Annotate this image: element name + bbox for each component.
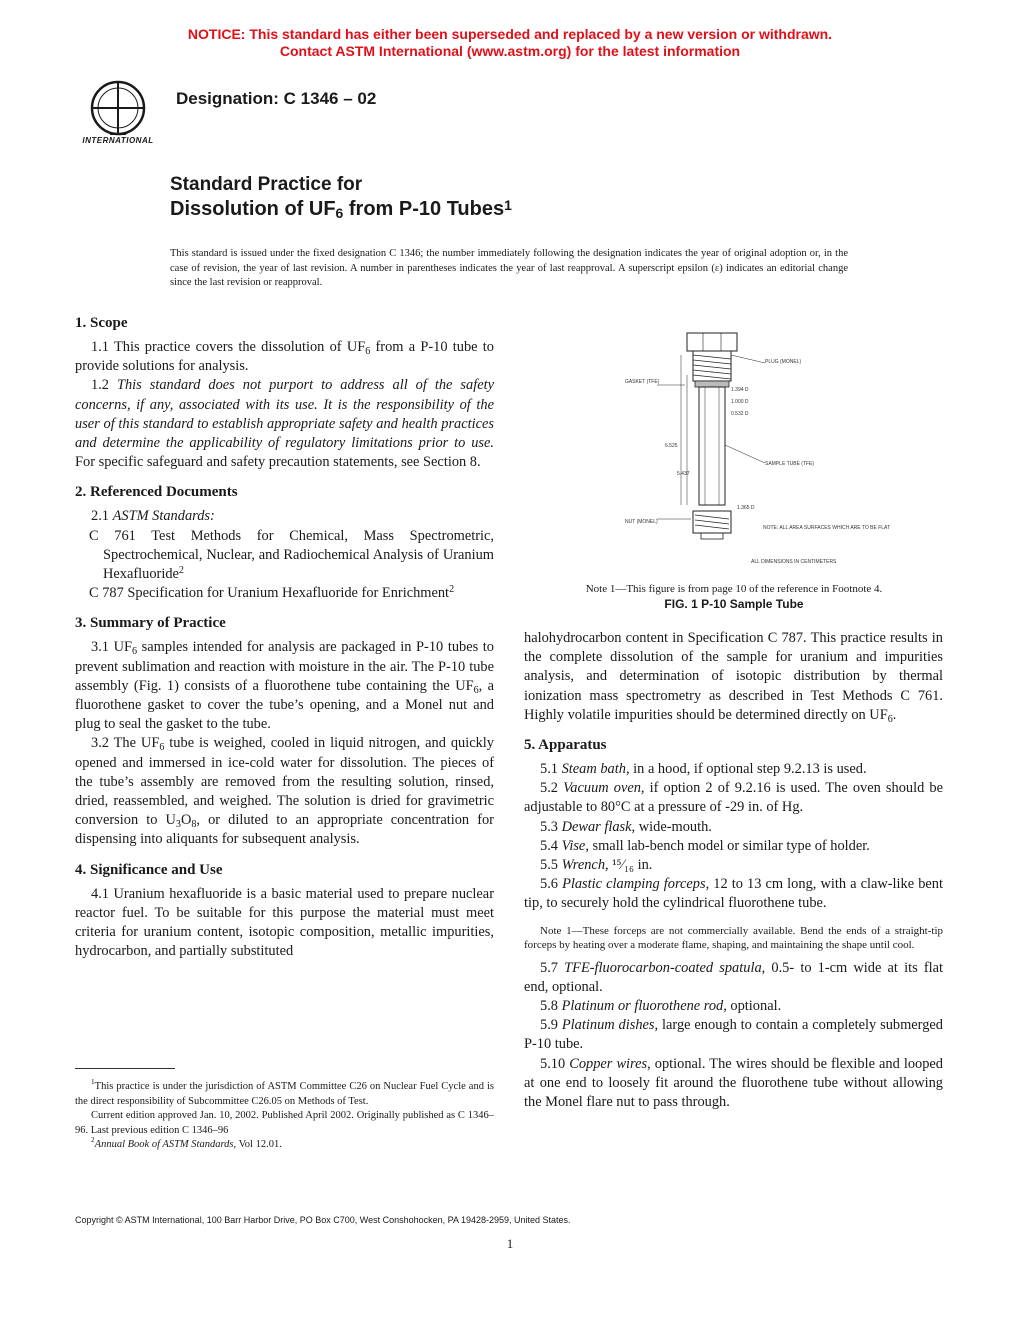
para-3-1: 3.1 $UF_6$ samples intended for analysis are packaged in P-10 tubes to prevent sublimation and reaction with moisture in the air. The P-10 tube assembly (Fig. 1) consists of a fluorothene tube containing the $UF_6$, a fluorothene gasket to cover the tube’s opening, and a Monel nut and plug to seal the gasket to the tube. bbox=[75, 639, 494, 733]
tube-diagram bbox=[615, 315, 891, 570]
note-forceps: Note 1—These forceps are not commercially available. Bend the ends of a straight-tip forceps by heating over a moderate flame, shaping, and maintaining the shape until cool. bbox=[524, 924, 943, 952]
para-1-2: 1.2 This standard does not purport to address all of the safety concerns, if any, associated with its use. It is the responsibility of the user of this standard to establish appropriate safety and health practices and determine the applicability of regulatory limitations prior to use. For specific safeguard and safety precaution statements, see Section 8. bbox=[75, 377, 494, 471]
preamble: This standard is issued under the fixed designation C 1346; the number immediately following the designation indicates the year of original adoption or, in the case of revision, the year of last revision. A number in parentheses indicates the year of last reapproval. A superscript epsilon (ε) indicates an editorial change since the last revision or reapproval. bbox=[170, 248, 848, 288]
para-4-1-cont: halohydrocarbon content in Specification C 787. This practice results in the complete dissolution of the sample for uranium and impurities analysis, and determination of isotopic distribution by thermal ionization mass spectrometry as described in Test Methods C 761. Highly volatile impurities should be determined directly on $UF_6$. bbox=[524, 630, 943, 725]
logo-subtitle: INTERNATIONAL bbox=[82, 136, 154, 145]
title-line-1: Standard Practice for bbox=[170, 174, 363, 195]
para-5-10: 5.10 Copper wires, optional. The wires should be flexible and looped at one end to loosely fit around the fluorothene tube without allowing the Monel flare nut to pass through. bbox=[524, 1055, 943, 1111]
para-5-2: 5.2 Vacuum oven, if option 2 of 9.2.16 is used. The oven should be adjustable to 80°C at a pressure of -29 in. of Hg. bbox=[524, 780, 943, 816]
figure-note: Note 1—This figure is from page 10 of the reference in Footnote 4. bbox=[585, 583, 883, 595]
para-5-5: 5.5 Wrench, ¹⁵⁄₁₆ in. bbox=[540, 857, 653, 874]
footnote-1b: Current edition approved Jan. 10, 2002. Published April 2002. Originally published as C 1346–96. Last previous edition C 1346–96 bbox=[75, 1110, 494, 1136]
section-2-heading: 2. Referenced Documents bbox=[75, 484, 238, 501]
title-line-2: Dissolution of $UF_6$ from P-10 Tubes$^1$ bbox=[170, 197, 512, 221]
notice-line-1: NOTICE: This standard has either been superseded and replaced by a new version or withdrawn. bbox=[187, 26, 833, 42]
footnote-rule bbox=[75, 1068, 175, 1069]
fig-label-dimensions: ALL DIMENSIONS IN CENTIMETERS bbox=[751, 559, 837, 565]
footnotes bbox=[75, 1077, 494, 1153]
notice-line-2: Contact ASTM International (www.astm.org) for the latest information bbox=[279, 43, 741, 59]
copyright: Copyright © ASTM International, 100 Barr Harbor Drive, PO Box C700, West Conshohocken, PA 19428-2959, United States. bbox=[75, 1215, 571, 1225]
para-5-8: 5.8 Platinum or fluorothene rod, optional. bbox=[540, 998, 782, 1015]
para-4-1: 4.1 Uranium hexafluoride is a basic material used to prepare nuclear reactor fuel. To be suitable for this purpose the material must meet criteria for uranium content, isotopic composition, metallic impurities, hydrocarbon, and partially substituted bbox=[75, 885, 494, 960]
para-5-9: 5.9 Platinum dishes, large enough to contain a completely submerged P-10 tube. bbox=[524, 1017, 943, 1053]
para-5-1: 5.1 Steam bath, in a hood, if optional step 9.2.13 is used. bbox=[540, 761, 867, 778]
page-number: 1 bbox=[506, 1236, 514, 1251]
fig-label-5437: 5.437 bbox=[677, 471, 690, 477]
para-2-1: 2.1 ASTM Standards: bbox=[91, 508, 215, 525]
section-3-heading: 3. Summary of Practice bbox=[75, 615, 226, 632]
fig-label-1365: 1.365 D bbox=[737, 505, 755, 511]
fig-label-sample-tube: SAMPLE TUBE (TFE) bbox=[765, 461, 815, 467]
footnote-2: $^2$Annual Book of ASTM Standards, Vol 12.01. bbox=[91, 1135, 282, 1150]
fig-label-0532: 0.532 D bbox=[731, 411, 749, 417]
fig-label-1000: 1.000 D bbox=[731, 399, 749, 405]
section-4-heading: 4. Significance and Use bbox=[75, 861, 223, 878]
right-column bbox=[524, 629, 943, 1112]
para-3-2: 3.2 The $UF_6$ tube is weighed, cooled in liquid nitrogen, and quickly opened and immersed in ice-cold water for dissolution. The pieces of the tube’s assembly are removed from the resulting solution, rinsed, dried, reassembled, and weighed. The solution is dried for gravimetric conversion to $U_3O_8$, or diluted to an appropriate concentration for dispensing into aliquants for subsequent analysis. bbox=[75, 735, 494, 848]
left-column bbox=[75, 315, 494, 961]
para-1-1: 1.1 This practice covers the dissolution of $UF_6$ from a P-10 tube to provide solutions for analysis. bbox=[75, 339, 494, 375]
fig-label-1394: 1.394 D bbox=[731, 387, 749, 393]
section-5-heading: 5. Apparatus bbox=[524, 737, 607, 754]
para-5-6: 5.6 Plastic clamping forceps, 12 to 13 cm long, with a claw-like bent tip, to securely hold the cylindrical fluorothene tube. bbox=[524, 876, 943, 912]
ref-c761: C 761 Test Methods for Chemical, Mass Spectrometric, Spectrochemical, Nuclear, and Radiochemical Analysis of Uranium Hexafluoride$^2$ bbox=[89, 527, 494, 583]
figure-p10-tube bbox=[615, 315, 891, 570]
para-5-7: 5.7 TFE-fluorocarbon-coated spatula, 0.5- to 1-cm wide at its flat end, optional. bbox=[524, 959, 943, 995]
figure-caption: FIG. 1 P-10 Sample Tube bbox=[664, 597, 804, 611]
para-5-4: 5.4 Vise, small lab-bench model or similar type of holder. bbox=[540, 837, 870, 854]
fig-label-gasket: GASKET (TFE) bbox=[625, 379, 660, 385]
fig-label-surfaces-note: NOTE: ALL AREA SURFACES WHICH ARE TO BE FLAT bbox=[763, 525, 891, 531]
fig-label-plug: PLUG (MONEL) bbox=[765, 359, 802, 365]
footnote-1: $^1$This practice is under the jurisdiction of ASTM Committee C26 on Nuclear Fuel Cycle and is the direct responsibility of Subcommittee C26.05 on Methods of Test. bbox=[75, 1077, 494, 1107]
fig-label-6525: 6.525 bbox=[665, 443, 678, 449]
astm-logo bbox=[74, 74, 162, 150]
ref-c787: C 787 Specification for Uranium Hexafluoride for Enrichment$^2$ bbox=[89, 584, 455, 602]
section-1-heading: 1. Scope bbox=[75, 315, 128, 331]
para-5-3: 5.3 Dewar flask, wide-mouth. bbox=[540, 818, 712, 835]
fig-label-nut: NUT (MONEL) bbox=[625, 519, 658, 525]
designation: Designation: C 1346 – 02 bbox=[176, 89, 377, 108]
